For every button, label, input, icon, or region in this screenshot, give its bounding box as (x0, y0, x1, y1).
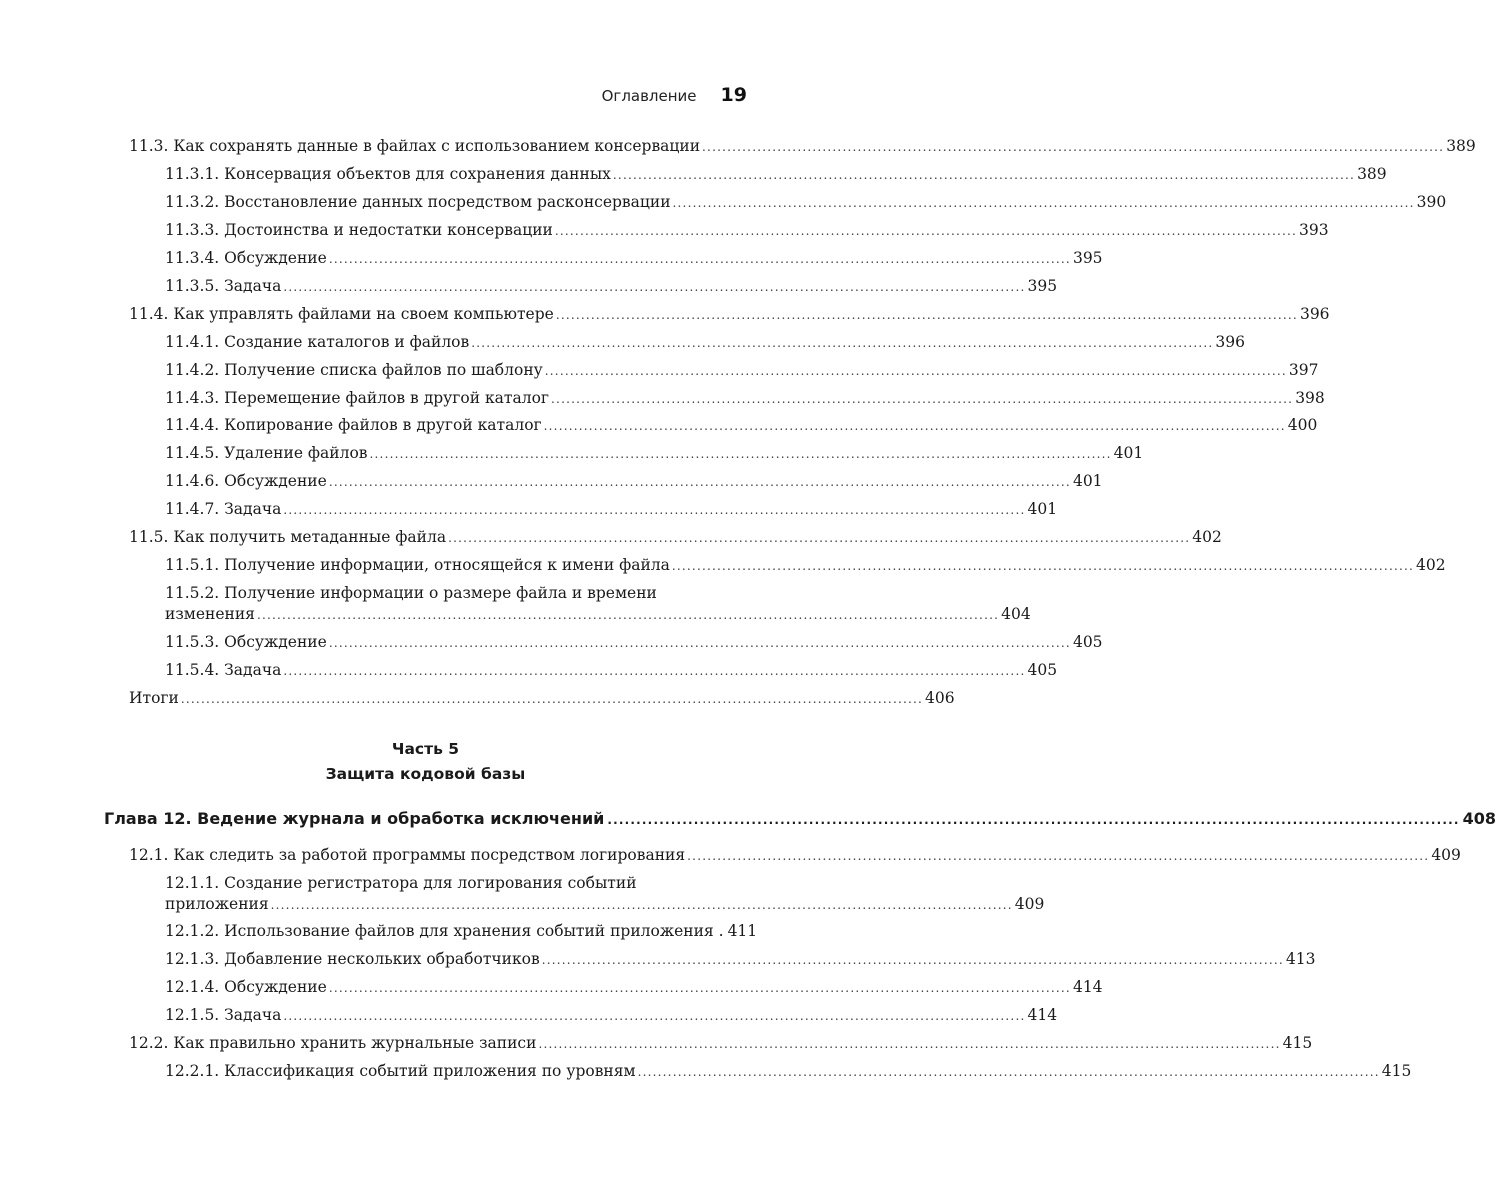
leader-dots: .................................................................................................................................................... (555, 308, 1298, 322)
toc-entry-title: 11.5.4. Задача (165, 661, 282, 679)
toc-entry-11-3-1 (165, 164, 1387, 185)
toc-entry-page: 395 (1027, 277, 1058, 295)
toc-entry-11-4-1 (165, 332, 1245, 353)
toc-entry-12-2 (129, 1033, 1313, 1054)
chapter-title: Глава 12. Ведение журнала и обработка исключений (104, 809, 605, 828)
part-label: Часть 5 (391, 740, 460, 758)
toc-entry-page: 409 (1431, 846, 1461, 864)
leader-dots: .................................................................................................................................................... (543, 419, 1286, 433)
toc-entry-page: 402 (1416, 556, 1446, 574)
toc-entry-page: 414 (1072, 978, 1103, 996)
toc-entry-11-4-7 (165, 499, 1058, 520)
toc-entry-page: 395 (1072, 249, 1103, 267)
leader-dots: .................................................................................................................................................... (612, 168, 1356, 182)
toc-entry-page: 393 (1299, 221, 1329, 239)
toc-entry-11-5-4 (165, 660, 1058, 681)
leader-dots: .................................................................................................................................................... (544, 364, 1287, 378)
toc-entry-page: 406 (925, 689, 955, 707)
toc-entry-11-3-4 (165, 248, 1103, 269)
toc-entry-page: 411 (727, 922, 758, 940)
leader-dots: .................................................................................................................................................... (538, 1037, 1281, 1051)
toc-entry-12-1 (129, 845, 1461, 866)
chapter-page: 408 (1462, 809, 1496, 828)
page-number: 19 (720, 84, 747, 106)
toc-entry-page: 400 (1287, 416, 1318, 434)
toc-entry-title: 12.1.2. Использование файлов для хранения событий приложения . (165, 922, 724, 940)
toc-entry-page: 414 (1027, 1006, 1058, 1024)
toc-entry-page: 390 (1416, 193, 1447, 211)
leader-dots: .................................................................................................................................................... (328, 636, 1071, 650)
leader-dots: .................................................................................................................................................... (551, 392, 1294, 406)
leader-dots: .................................................................................................................................................... (671, 559, 1415, 573)
toc-entry-page: 415 (1282, 1034, 1313, 1052)
toc-entry-12-1-5 (165, 1005, 1058, 1026)
leader-dots: .................................................................................................................................................... (607, 813, 1460, 827)
leader-dots: .................................................................................................................................................... (328, 252, 1071, 266)
toc-entry-page: 402 (1192, 528, 1222, 546)
toc-entry-12-1-2 (165, 921, 758, 941)
toc-entry-11-5-1 (165, 555, 1446, 576)
toc-entry-title: 11.4.3. Перемещение файлов в другой каталог (165, 389, 550, 407)
toc-entry-11-4-2 (165, 360, 1319, 381)
toc-entry-page: 409 (1014, 895, 1045, 913)
toc-entry-title: 12.1. Как следить за работой программы посредством логирования (129, 846, 686, 864)
running-header (104, 84, 747, 112)
toc-entry-page: 404 (1001, 605, 1031, 623)
leader-dots: .................................................................................................................................................... (369, 447, 1112, 461)
toc-entry-page: 396 (1215, 333, 1245, 351)
toc-entry-11-4 (129, 304, 1330, 325)
toc-entry-title: 12.1.4. Обсуждение (165, 978, 327, 996)
toc-entry-title: 11.4.6. Обсуждение (165, 472, 327, 490)
toc-entry-title: 12.2.1. Классификация событий приложения по уровням (165, 1062, 636, 1080)
leader-dots: .................................................................................................................................................... (328, 981, 1071, 995)
toc-entry-11-3-2 (165, 192, 1447, 213)
leader-dots: .................................................................................................................................................... (283, 664, 1026, 678)
toc-entry-title: изменения (165, 605, 255, 623)
toc-entry-title: 11.5.3. Обсуждение (165, 633, 327, 651)
toc-entry-11-3-3 (165, 220, 1329, 241)
leader-dots: .................................................................................................................................................... (541, 953, 1284, 967)
toc-entry-title: 11.3.3. Достоинства и недостатки консервации (165, 221, 553, 239)
leader-dots: .................................................................................................................................................... (672, 196, 1415, 210)
toc-entry-11-5-2-line1: 11.5.2. Получение информации о размере файла и времени (165, 584, 657, 602)
toc-entry-title: 12.1.3. Добавление нескольких обработчиков (165, 950, 540, 968)
leader-dots: .................................................................................................................................................... (256, 608, 1000, 622)
leader-dots: .................................................................................................................................................... (448, 531, 1191, 545)
leader-dots: .................................................................................................................................................... (637, 1065, 1380, 1079)
toc-entry-11-5-3 (165, 632, 1103, 653)
toc-entry-title: 12.2. Как правильно хранить журнальные записи (129, 1034, 537, 1052)
leader-dots: .................................................................................................................................................... (702, 140, 1445, 154)
toc-entry-11-4-4 (165, 415, 1318, 436)
leader-dots: .................................................................................................................................................... (180, 692, 924, 706)
toc-entry-11-3 (129, 136, 1476, 157)
toc-entry-11-4-5 (165, 443, 1144, 464)
toc-entry-page: 405 (1027, 661, 1058, 679)
leader-dots: .................................................................................................................................................... (283, 503, 1026, 517)
toc-entry-11-5-2 (165, 604, 1031, 625)
toc-entry-page: 389 (1446, 137, 1476, 155)
toc-entry-page: 401 (1072, 472, 1103, 490)
toc-entry-title: 11.4.7. Задача (165, 500, 282, 518)
toc-entry-title: 11.5. Как получить метаданные файла (129, 528, 447, 546)
toc-entry-title: 11.4.4. Копирование файлов в другой каталог (165, 416, 542, 434)
toc-entry-page: 401 (1113, 444, 1144, 462)
header-section-label: Оглавление (601, 87, 697, 105)
toc-entry-page: 389 (1357, 165, 1387, 183)
toc-chapter-12 (104, 808, 1496, 831)
toc-entry-title: 11.3. Как сохранять данные в файлах с использованием консервации (129, 137, 701, 155)
toc-entry-11-3-5 (165, 276, 1058, 297)
toc-entry-page: 415 (1381, 1062, 1412, 1080)
toc-entry-title: 11.3.2. Восстановление данных посредством расконсервации (165, 193, 671, 211)
toc-entry-page: 397 (1288, 361, 1319, 379)
toc-entry-page: 413 (1285, 950, 1316, 968)
leader-dots: .................................................................................................................................................... (328, 475, 1071, 489)
toc-entry-11-4-6 (165, 471, 1103, 492)
toc-entry-page: 401 (1027, 500, 1058, 518)
toc-entry-12-1-1-line1: 12.1.1. Создание регистратора для логирования событий (165, 874, 637, 892)
toc-entry-page: 398 (1295, 389, 1325, 407)
toc-entry-title: 12.1.5. Задача (165, 1006, 282, 1024)
leader-dots: .................................................................................................................................................... (283, 280, 1026, 294)
toc-entry-page: 405 (1072, 633, 1103, 651)
toc-entry-title: 11.4.5. Удаление файлов (165, 444, 368, 462)
toc-entry-title: 11.5.1. Получение информации, относящейся к имени файла (165, 556, 670, 574)
toc-entry-12-1-1 (165, 894, 1045, 915)
leader-dots: .................................................................................................................................................... (283, 1009, 1026, 1023)
toc-entry-title: 11.3.4. Обсуждение (165, 249, 327, 267)
toc-entry-title: 11.3.5. Задача (165, 277, 282, 295)
toc-entry-title: Итоги (129, 689, 179, 707)
toc-entry-12-2-1 (165, 1061, 1412, 1082)
toc-entry-summary (129, 688, 955, 709)
toc-entry-12-1-3 (165, 949, 1316, 970)
toc-entry-title: 11.4. Как управлять файлами на своем компьютере (129, 305, 554, 323)
leader-dots: .................................................................................................................................................... (554, 224, 1298, 238)
leader-dots: .................................................................................................................................................... (471, 336, 1214, 350)
toc-entry-12-1-4 (165, 977, 1103, 998)
leader-dots: .................................................................................................................................................... (270, 898, 1013, 912)
part-title: Защита кодовой базы (325, 765, 526, 783)
toc-entry-title: 11.4.1. Создание каталогов и файлов (165, 333, 470, 351)
toc-entry-11-5 (129, 527, 1222, 548)
toc-entry-title: приложения (165, 895, 269, 913)
toc-entry-11-4-3 (165, 388, 1325, 409)
toc-entry-title: 11.3.1. Консервация объектов для сохранения данных (165, 165, 611, 183)
leader-dots: .................................................................................................................................................... (687, 849, 1430, 863)
toc-entry-title: 11.4.2. Получение списка файлов по шаблону (165, 361, 543, 379)
toc-entry-page: 396 (1299, 305, 1330, 323)
